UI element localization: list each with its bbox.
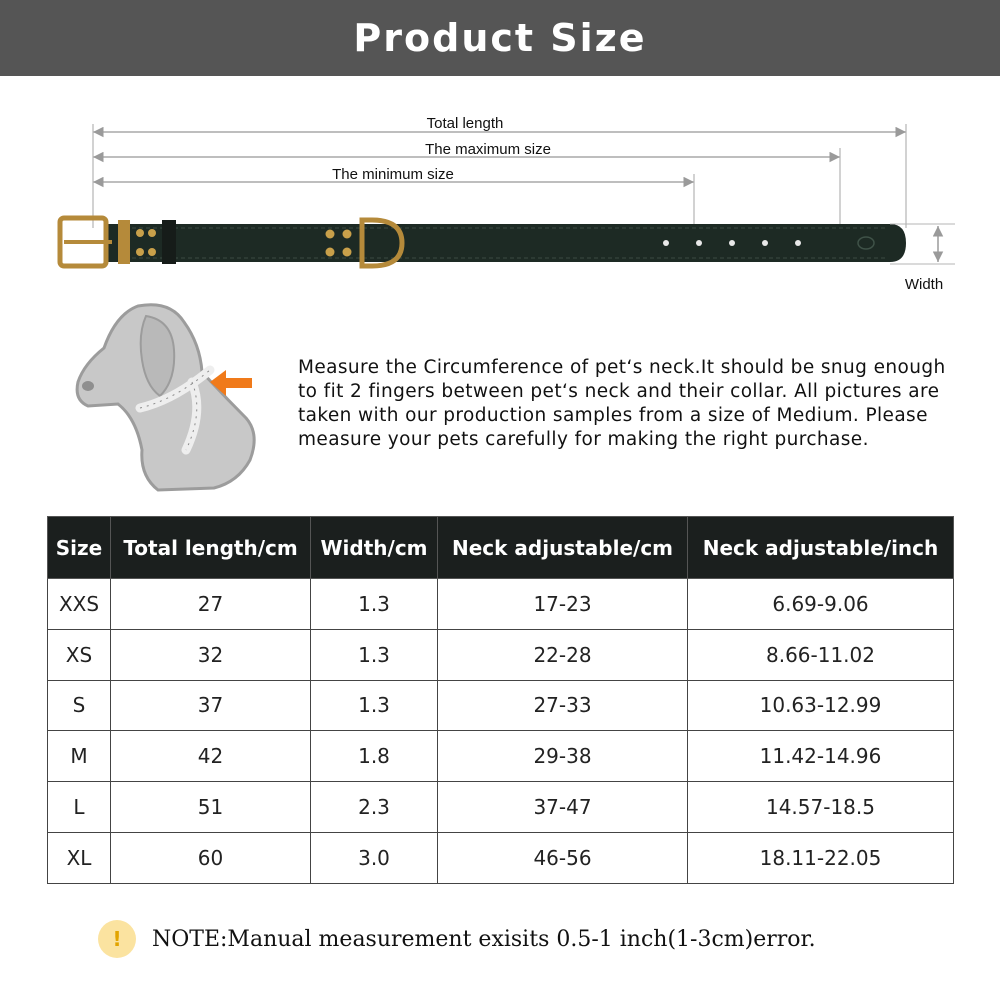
width-label: Width: [904, 276, 944, 293]
header-neck-inch: Neck adjustable/inch: [688, 517, 954, 579]
collar-hole: [762, 240, 768, 246]
cell-total-length: 37: [111, 680, 311, 731]
cell-neck-inch: 10.63-12.99: [688, 680, 954, 731]
cell-neck-cm: 37-47: [438, 782, 688, 833]
cell-width: 3.0: [311, 832, 438, 883]
cell-neck-cm: 22-28: [438, 629, 688, 680]
page-title: Product Size: [353, 16, 647, 60]
size-chart-table: [47, 516, 954, 884]
cell-total-length: 32: [111, 629, 311, 680]
cell-size: XXS: [48, 579, 111, 630]
table-row: [48, 680, 954, 731]
rivet-icon: [326, 230, 335, 239]
header-total-length: Total length/cm: [111, 517, 311, 579]
cell-neck-inch: 6.69-9.06: [688, 579, 954, 630]
cell-neck-cm: 46-56: [438, 832, 688, 883]
cell-size: S: [48, 680, 111, 731]
cell-width: 1.3: [311, 629, 438, 680]
table-header-row: [48, 517, 954, 579]
cell-neck-inch: 8.66-11.02: [688, 629, 954, 680]
rivet-icon: [326, 248, 335, 257]
collar-hole: [729, 240, 735, 246]
title-banner: [0, 0, 1000, 76]
collar-strap: [108, 224, 906, 262]
note-text: NOTE:Manual measurement exisits 0.5-1 inch(1-3cm)error.: [152, 926, 816, 952]
dog-nose: [82, 381, 94, 391]
cell-neck-inch: 18.11-22.05: [688, 832, 954, 883]
cell-size: M: [48, 731, 111, 782]
note-section: [98, 918, 816, 960]
cell-size: XS: [48, 629, 111, 680]
collar-hole: [696, 240, 702, 246]
rivet-icon: [148, 229, 156, 237]
warning-icon: !: [98, 920, 136, 958]
cell-neck-cm: 29-38: [438, 731, 688, 782]
table-row: [48, 579, 954, 630]
collar-hole: [663, 240, 669, 246]
table-row: [48, 731, 954, 782]
cell-total-length: 42: [111, 731, 311, 782]
rivet-icon: [136, 248, 144, 256]
header-size: Size: [48, 517, 111, 579]
cell-size: L: [48, 782, 111, 833]
total-length-label: Total length: [426, 115, 504, 132]
cell-width: 2.3: [311, 782, 438, 833]
cell-width: 1.3: [311, 579, 438, 630]
rivet-icon: [136, 229, 144, 237]
cell-width: 1.3: [311, 680, 438, 731]
rivet-icon: [148, 248, 156, 256]
cell-neck-cm: 17-23: [438, 579, 688, 630]
cell-neck-cm: 27-33: [438, 680, 688, 731]
max-size-label: The maximum size: [425, 141, 551, 158]
collar-diagram: [0, 100, 1000, 300]
dog-neck-illustration: [74, 300, 264, 495]
table-row: [48, 629, 954, 680]
header-neck-cm: Neck adjustable/cm: [438, 517, 688, 579]
cell-total-length: 60: [111, 832, 311, 883]
rivet-icon: [343, 248, 352, 257]
cell-neck-inch: 14.57-18.5: [688, 782, 954, 833]
table-row: [48, 832, 954, 883]
min-size-label: The minimum size: [332, 166, 454, 183]
cell-total-length: 27: [111, 579, 311, 630]
keeper-loop-2: [162, 220, 176, 264]
cell-neck-inch: 11.42-14.96: [688, 731, 954, 782]
keeper-loop-1: [118, 220, 130, 264]
rivet-icon: [343, 230, 352, 239]
cell-total-length: 51: [111, 782, 311, 833]
cell-width: 1.8: [311, 731, 438, 782]
cell-size: XL: [48, 832, 111, 883]
table-row: [48, 782, 954, 833]
collar-hole: [795, 240, 801, 246]
measurement-instructions: Measure the Circumference of pet‘s neck.It should be snug enough to fit 2 fingers between pet‘s neck and their collar. All pictures are taken with our production samples from a size of Medium. Please measure your pets carefully for making the right purchase.: [298, 357, 946, 450]
header-width: Width/cm: [311, 517, 438, 579]
